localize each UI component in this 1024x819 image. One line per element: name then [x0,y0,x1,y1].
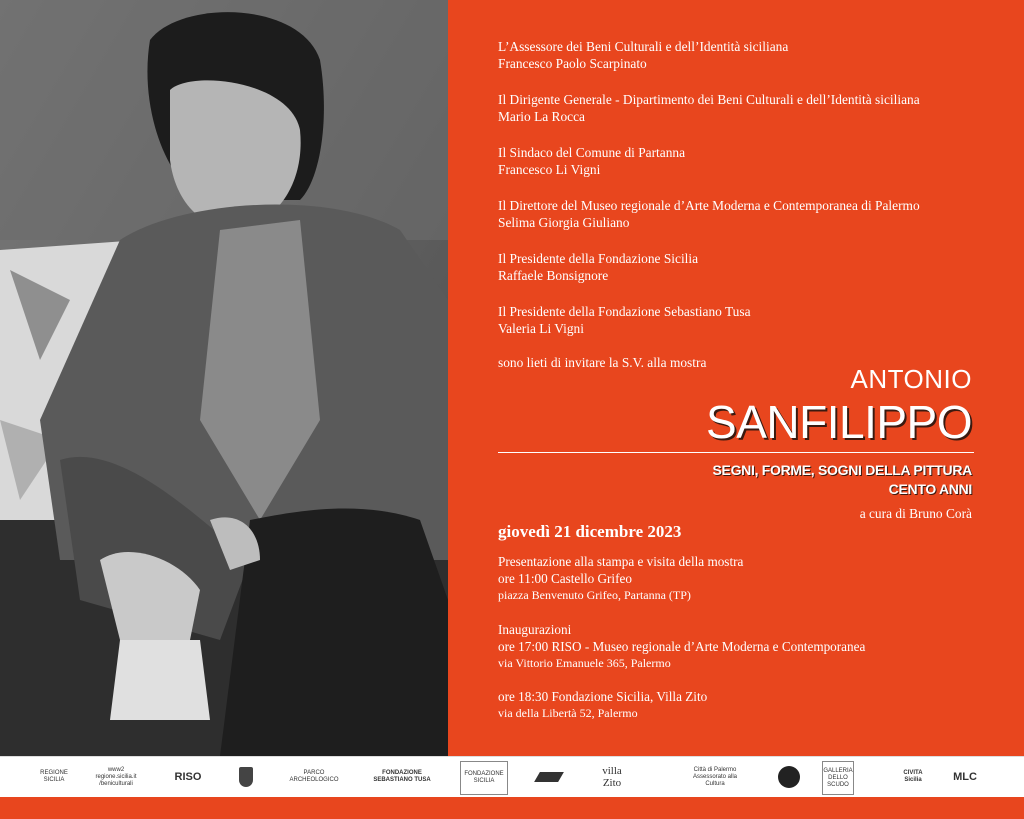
event-address: piazza Benvenuto Grifeo, Partanna (TP) [498,588,691,602]
host-role: Il Sindaco del Comune di Partanna [498,145,686,160]
event-address: via della Libertà 52, Palermo [498,706,638,720]
archeoclub-logo [776,761,802,793]
event-block [498,553,743,603]
host-block [498,38,788,72]
host-name: Selima Giorgia Giuliano [498,215,630,230]
event-title: Inaugurazioni [498,622,572,637]
footer-band [0,797,1024,819]
host-name: Mario La Rocca [498,109,585,124]
host-block [498,303,751,337]
host-name: Francesco Li Vigni [498,162,601,177]
mlc-logo: MLC [953,771,977,783]
event-time-venue: ore 11:00 Castello Grifeo [498,571,632,586]
invitation-text-panel [448,0,1024,756]
host-name: Francesco Paolo Scarpinato [498,56,647,71]
sponsor-logos-bar [0,756,1024,797]
event-address: via Vittorio Emanuele 365, Palermo [498,656,671,670]
host-block [498,144,685,178]
parco-archeologico-logo: PARCO ARCHEOLOGICO [289,770,339,783]
exhibition-subtitle-centenary: CENTO ANNI [888,481,972,497]
host-role: Il Direttore del Museo regionale d’Arte Moderna e Contemporanea di Palermo [498,198,920,213]
title-divider [498,452,974,453]
fondazione-sicilia-logo: FONDAZIONE SICILIA [460,761,508,795]
host-role: L’Assessore dei Beni Culturali e dell’Identità siciliana [498,39,789,54]
fondazione-tusa-logo: FONDAZIONE SEBASTIANO TUSA [373,770,431,783]
host-block [498,250,698,284]
host-name: Raffaele Bonsignore [498,268,609,283]
event-block [498,688,707,721]
riso-logo: RISO [174,771,202,783]
partanna-crest-logo [236,761,256,793]
event-time-venue: ore 18:30 Fondazione Sicilia, Villa Zito [498,689,708,704]
citta-palermo-logo: Città di Palermo Assessorato alla Cultura [692,766,738,787]
beniculturali-web-logo: www2 regione.sicilia.it /beniculturali [95,766,137,787]
event-time-venue: ore 17:00 RISO - Museo regionale d’Arte Moderna e Contemporanea [498,639,866,654]
host-block [498,91,920,125]
event-date: giovedì 21 dicembre 2023 [498,522,682,541]
event-block [498,621,865,671]
host-name: Valeria Li Vigni [498,321,584,336]
artist-first-name: ANTONIO [850,364,972,394]
exhibition-subtitle: SEGNI, FORME, SOGNI DELLA PITTURA [712,462,972,478]
villa-zito-logo: villa Zito [602,765,622,789]
artist-last-name: SANFILIPPO [706,396,972,448]
invite-line: sono lieti di invitare la S.V. alla mostra [498,355,707,370]
event-title: Presentazione alla stampa e visita della mostra [498,554,744,569]
host-role: Il Presidente della Fondazione Sicilia [498,251,699,266]
host-role: Il Presidente della Fondazione Sebastiano Tusa [498,304,751,319]
bird-logo [534,761,564,793]
regione-sicilia-logo: REGIONE SICILIA [40,770,68,783]
galleria-scudo-logo: GALLERIA DELLO SCUDO [822,761,854,795]
artist-portrait-photo [0,0,448,756]
host-block [498,197,920,231]
civita-sicilia-logo: CIVITA Sicilia [903,770,923,783]
host-role: Il Dirigente Generale - Dipartimento dei Beni Culturali e dell’Identità siciliana [498,92,920,107]
curator-credit: a cura di Bruno Corà [859,506,972,521]
